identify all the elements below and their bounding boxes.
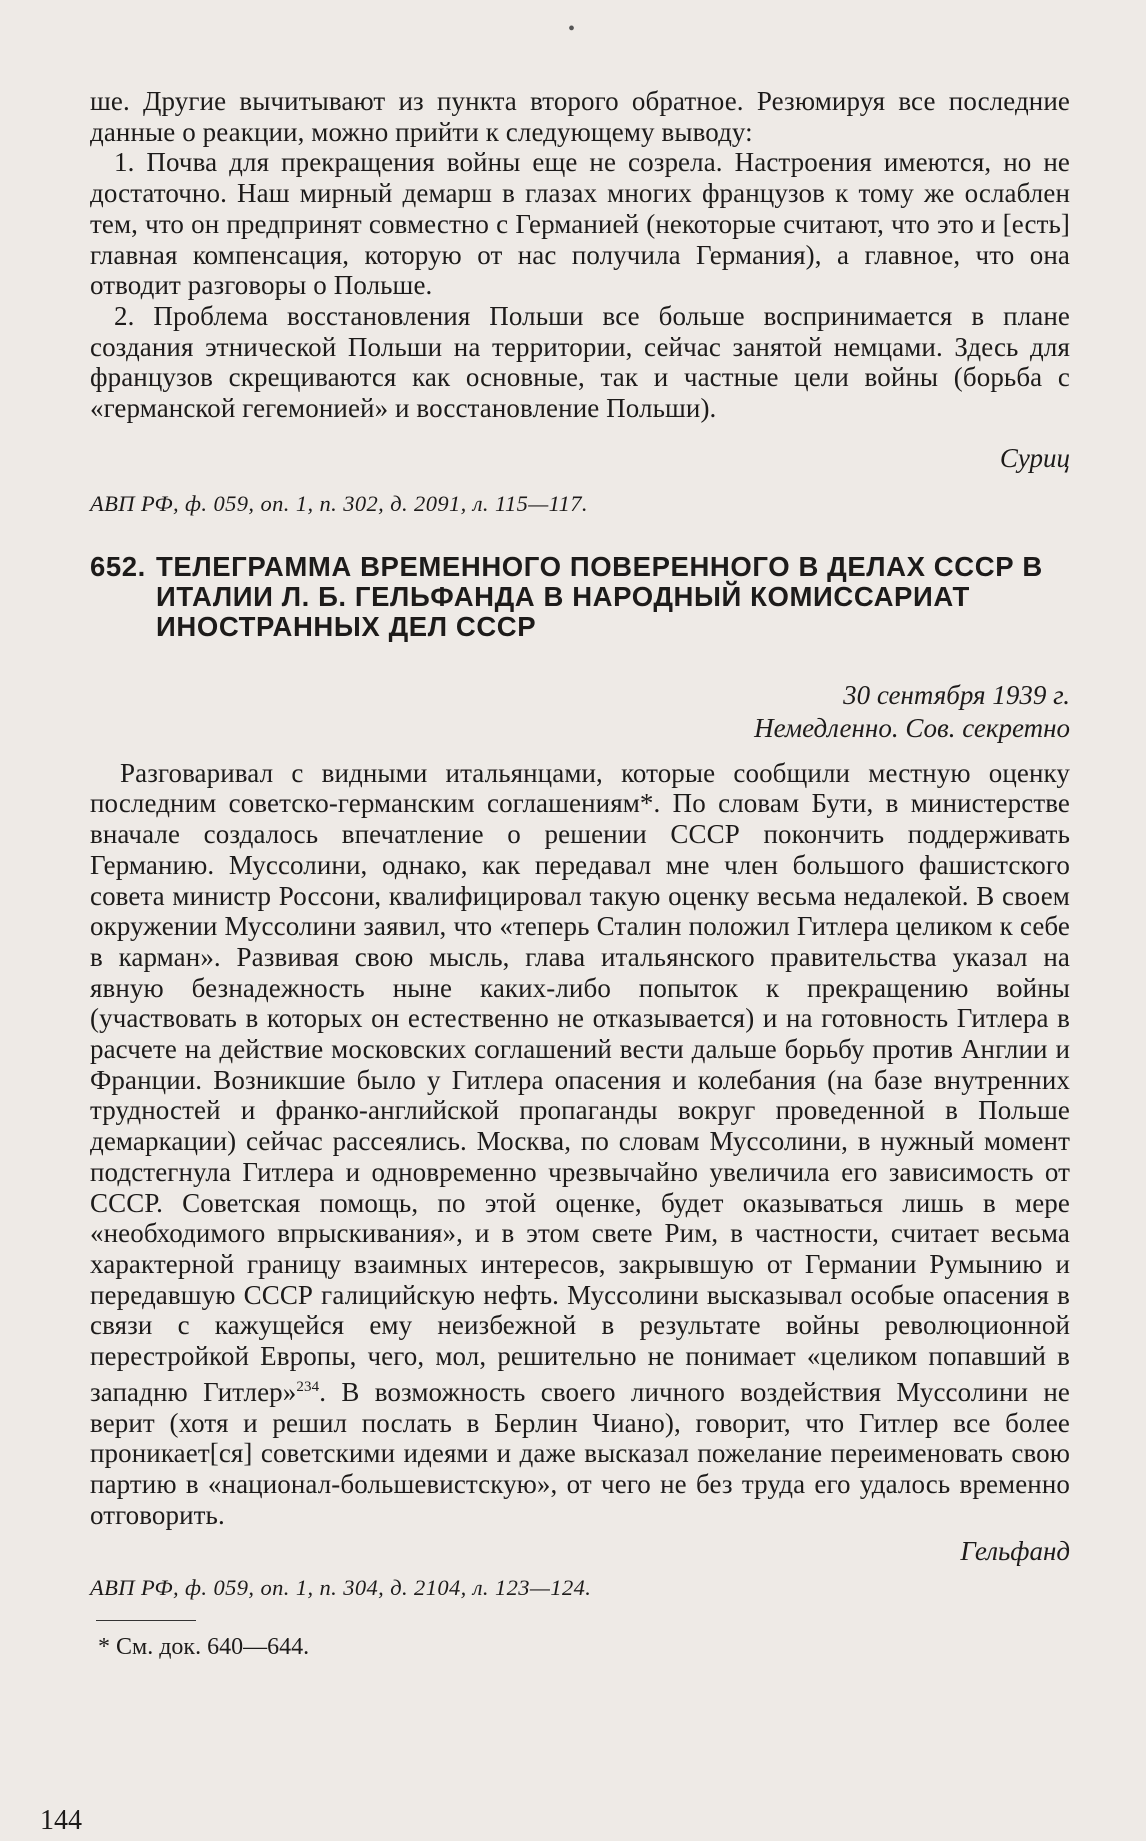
page-number: 144	[40, 1805, 82, 1836]
document-date: 30 сентября 1939 г.	[843, 679, 1070, 710]
document-classification: Немедленно. Сов. секретно	[754, 712, 1070, 743]
telegram-body-tail: . В возможность своего личного воздействия Муссолини не верит (хотя и решил послать в Берлин Чиано), говорит, что Гитлер все более проникает[ся] советскими идеями и даже высказал пожелание переименовать свою партию в «национал-большевистскую», от чего не без труда его удалось временно отговорить.	[90, 1376, 1070, 1530]
signature-gelfand: Гельфанд	[960, 1536, 1070, 1567]
page-content	[90, 86, 1070, 1661]
archive-reference-1: АВП РФ, ф. 059, оп. 1, п. 302, д. 2091, л. 115—117.	[90, 490, 588, 516]
conclusion-point-1: 1. Почва для прекращения войны еще не созрела. Настроения имеются, но не достаточно. Наш мирный демарш в глазах многих французов к тому же ослаблен тем, что он предпринят совместно с Германией (некоторые считают, что это и [есть] главная компенсация, которую от нас получила Германия), а главное, что она отводит разговоры о Польше.	[90, 147, 1070, 301]
document-title: ТЕЛЕГРАММА ВРЕМЕННОГО ПОВЕРЕННОГО В ДЕЛАХ СССР В ИТАЛИИ Л. Б. ГЕЛЬФАНДА В НАРОДНЫЙ КОМИССАРИАТ ИНОСТРАННЫХ ДЕЛ СССР	[156, 550, 1043, 642]
conclusion-point-2: 2. Проблема восстановления Польши все больше воспринимается в плане создания этнической Польши на территории, сейчас занятой немцами. Здесь для французов скрещиваются как основные, так и частные цели войны (борьба с «германской гегемонией» и восстановление Польши).	[90, 300, 1070, 424]
footnote-divider	[96, 1620, 196, 1621]
signature-surits: Суриц	[999, 442, 1070, 473]
page-mark: •	[568, 18, 576, 40]
document-heading	[90, 552, 1070, 642]
document-number: 652.	[90, 550, 146, 582]
footnote-ref-234: 234	[296, 1378, 320, 1395]
archive-reference-2: АВП РФ, ф. 059, оп. 1, п. 304, д. 2104, л. 123—124.	[90, 1575, 592, 1601]
telegram-body-main: Разговаривал с видными итальянцами, которые сообщили местную оценку последним советско-германским соглашениям*. По словам Бути, в министерстве вначале создалось впечатление о решении СССР покончить поддерживать Германию. Муссолини, однако, как передавал мне член большого фашистского совета министр Россони, квалифицировал такую оценку весьма недалекой. В своем окружении Муссолини заявил, что «теперь Сталин положил Гитлера целиком к себе в карман». Развивая свою мысль, глава итальянского правительства указал на явную безнадежность ныне каких-либо попыток к прекращению войны (участвовать в которых он естественно не отказывается) и на готовность Гитлера в расчете на действие московских соглашений вести дальше борьбу против Англии и Франции. Возникшие было у Гитлера опасения и колебания (на базе внутренних трудностей и франко-английской пропаганды вокруг проведенной в Польше демаркации) сейчас рассеялись. Москва, по словам Муссолини, в нужный момент подстегнула Гитлера и одновременно чрезвычайно увеличила его зависимость от СССР. Советская помощь, по этой оценке, будет оказываться лишь в мере «необходимого впрыскивания», и в этом свете Рим, в частности, считает весьма характерной границу взаимных интересов, закрывшую от Германии Румынию и передавшую СССР галицийскую нефть. Муссолини высказывал особые опасения в связи с кажущейся ему неизбежной в результате войны революционной перестройкой Европы, чего, мол, решительно не понимает «целиком попавший в западню Гитлер»	[90, 757, 1070, 1407]
footnote: * См. док. 640—644.	[98, 1634, 310, 1661]
continuation-paragraph: ше. Другие вычитывают из пункта второго обратное. Резюмируя все последние данные о реакции, можно прийти к следующему выводу:	[90, 86, 1070, 147]
telegram-body	[90, 758, 1070, 1531]
